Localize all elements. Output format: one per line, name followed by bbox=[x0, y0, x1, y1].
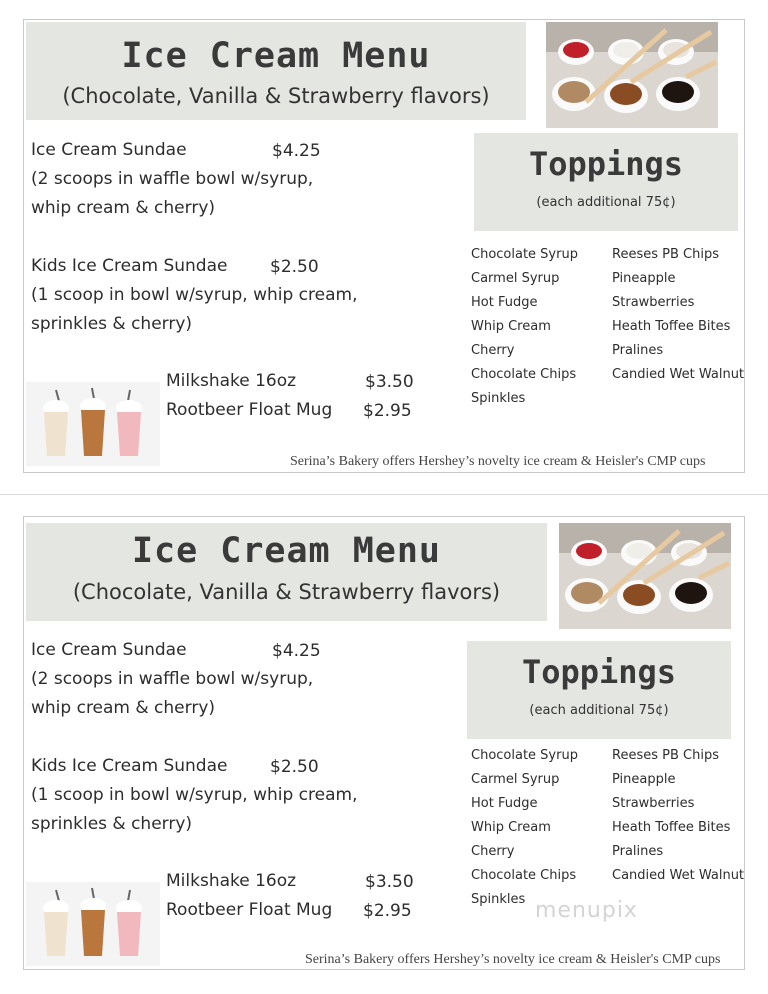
item-kids-sundae-desc: (1 scoop in bowl w/syrup, whip cream, bbox=[31, 785, 358, 805]
topping-item: Whip Cream bbox=[471, 319, 551, 334]
menu-title: Ice Cream Menu bbox=[121, 36, 431, 76]
topping-item: Chocolate Chips bbox=[471, 367, 577, 382]
topping-item: Carmel Syrup bbox=[471, 271, 560, 286]
item-sundae-price: $4.25 bbox=[272, 641, 321, 661]
item-sundae-price: $4.25 bbox=[272, 141, 321, 161]
topping-item: Spinkles bbox=[471, 892, 526, 907]
toppings-banner bbox=[467, 641, 731, 739]
menu-card-1 bbox=[23, 19, 745, 473]
toppings-photo bbox=[559, 523, 731, 629]
menu-title: Ice Cream Menu bbox=[131, 531, 441, 571]
topping-item: Strawberries bbox=[612, 796, 695, 811]
toppings-photo bbox=[546, 22, 718, 128]
title-banner bbox=[26, 22, 526, 120]
topping-item: Chocolate Chips bbox=[471, 868, 577, 883]
milkshake-photo bbox=[26, 382, 160, 466]
topping-item: Candied Wet Walnut bbox=[612, 367, 745, 382]
item-sundae-desc: whip cream & cherry) bbox=[31, 698, 216, 718]
item-sundae-desc: whip cream & cherry) bbox=[31, 198, 216, 218]
menu-subtitle: (Chocolate, Vanilla & Strawberry flavors) bbox=[62, 84, 490, 108]
item-sundae-desc: (2 scoops in waffle bowl w/syrup, bbox=[31, 169, 314, 189]
topping-item: Pineapple bbox=[612, 271, 676, 286]
item-sundae-name: Ice Cream Sundae bbox=[31, 640, 187, 660]
item-milkshake-price: $3.50 bbox=[365, 872, 414, 892]
toppings-list-right bbox=[612, 744, 744, 888]
topping-item: Pralines bbox=[612, 844, 664, 859]
item-milkshake-name: Milkshake 16oz bbox=[166, 871, 297, 891]
topping-item: Candied Wet Walnut bbox=[612, 868, 745, 883]
topping-item: Heath Toffee Bites bbox=[612, 820, 731, 835]
item-rootbeer-price: $2.95 bbox=[363, 401, 412, 421]
toppings-list-left bbox=[471, 243, 578, 411]
item-rootbeer-name: Rootbeer Float Mug bbox=[166, 900, 333, 920]
topping-item: Hot Fudge bbox=[471, 295, 538, 310]
milkshake-photo bbox=[26, 882, 160, 966]
item-kids-sundae-desc: sprinkles & cherry) bbox=[31, 814, 193, 834]
item-kids-sundae-price: $2.50 bbox=[270, 257, 319, 277]
topping-item: Heath Toffee Bites bbox=[612, 319, 731, 334]
topping-item: Whip Cream bbox=[471, 820, 551, 835]
topping-item: Cherry bbox=[471, 844, 515, 859]
item-kids-sundae-name: Kids Ice Cream Sundae bbox=[31, 756, 228, 776]
topping-item: Pineapple bbox=[612, 772, 676, 787]
item-sundae-desc: (2 scoops in waffle bowl w/syrup, bbox=[31, 669, 314, 689]
item-kids-sundae-name: Kids Ice Cream Sundae bbox=[31, 256, 228, 276]
toppings-list-left bbox=[471, 744, 578, 912]
topping-item: Strawberries bbox=[612, 295, 695, 310]
item-milkshake-price: $3.50 bbox=[365, 372, 414, 392]
watermark: menupix bbox=[535, 898, 638, 923]
topping-item: Chocolate Syrup bbox=[471, 748, 578, 763]
footer-note: Serina’s Bakery offers Hershey’s novelty ice cream & Heisler's CMP cups bbox=[290, 454, 706, 469]
toppings-banner bbox=[474, 133, 738, 231]
item-rootbeer-price: $2.95 bbox=[363, 901, 412, 921]
topping-item: Pralines bbox=[612, 343, 664, 358]
toppings-title: Toppings bbox=[521, 653, 677, 691]
topping-item: Reeses PB Chips bbox=[612, 247, 719, 262]
topping-item: Cherry bbox=[471, 343, 515, 358]
toppings-title: Toppings bbox=[528, 145, 684, 183]
menu-subtitle: (Chocolate, Vanilla & Strawberry flavors) bbox=[72, 580, 501, 604]
item-kids-sundae-desc: (1 scoop in bowl w/syrup, whip cream, bbox=[31, 285, 358, 305]
topping-item: Hot Fudge bbox=[471, 796, 538, 811]
topping-item: Chocolate Syrup bbox=[471, 247, 578, 262]
item-sundae-name: Ice Cream Sundae bbox=[31, 140, 187, 160]
item-rootbeer-name: Rootbeer Float Mug bbox=[166, 400, 333, 420]
toppings-list-right bbox=[612, 243, 744, 387]
item-kids-sundae-desc: sprinkles & cherry) bbox=[31, 314, 193, 334]
item-milkshake-name: Milkshake 16oz bbox=[166, 371, 297, 391]
topping-item: Reeses PB Chips bbox=[612, 748, 719, 763]
title-banner bbox=[26, 523, 547, 621]
item-kids-sundae-price: $2.50 bbox=[270, 757, 319, 777]
footer-note: Serina’s Bakery offers Hershey’s novelty ice cream & Heisler's CMP cups bbox=[305, 952, 721, 967]
toppings-subtitle: (each additional 75¢) bbox=[529, 703, 669, 718]
page-divider bbox=[0, 494, 768, 495]
topping-item: Spinkles bbox=[471, 391, 526, 406]
toppings-subtitle: (each additional 75¢) bbox=[536, 195, 676, 210]
topping-item: Carmel Syrup bbox=[471, 772, 560, 787]
